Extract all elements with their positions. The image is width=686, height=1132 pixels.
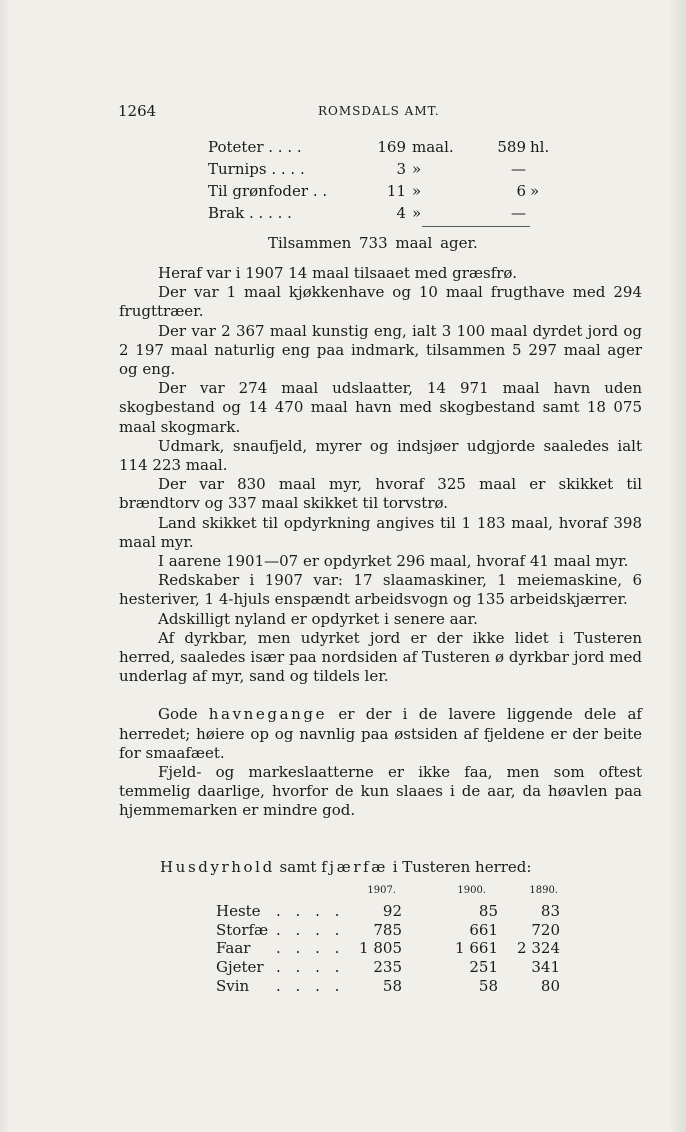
body-text (119, 264, 642, 821)
count-1900: 85 (478, 902, 498, 920)
count-1890: 2 324 (517, 939, 560, 957)
year-header: 1900. (457, 885, 486, 896)
livestock-row (216, 902, 576, 922)
crop-row (208, 160, 568, 182)
crop-harvest-unit: » (530, 182, 540, 200)
meadow-paragraph: Fjeld- og markeslaatterne er ikke faa, men som oftest temmelig daarlige, hvorfor de kun slaaes i de aar, da høavlen paa hjemmemarken er mindre god. (119, 763, 642, 820)
pasture-prefix: Gode (158, 705, 209, 724)
crop-harvest: — (511, 204, 526, 222)
crop-area: 169 (377, 138, 406, 156)
crop-harvest-unit: hl. (530, 138, 550, 156)
livestock-title-word2: samt (274, 858, 322, 876)
crop-harvest: — (511, 160, 526, 178)
paragraph: Heraf var i 1907 14 maal tilsaaet med græsfrø. (158, 264, 517, 282)
count-1900: 251 (469, 958, 498, 976)
paragraph: Redskaber i 1907 var: 17 slaamaskiner, 1 meiemaskine, 6 hesteriver, 1 4-hjuls enspændt arbeidsvogn og 135 arbeidskjærrer. (119, 571, 642, 609)
paragraph: Udmark, snaufjeld, myrer og indsjøer udgjorde saaledes ialt 114 223 maal. (119, 436, 642, 475)
livestock-title-word3: fjærfæ (321, 858, 388, 876)
animal-name: Gjeter (216, 958, 264, 976)
crop-name: Turnips . . . . (208, 160, 305, 178)
crop-name: Brak . . . . . (208, 204, 292, 222)
count-1900: 58 (478, 977, 498, 995)
leader-dots: . . . . (276, 958, 345, 976)
crop-unit: » (412, 204, 422, 222)
animal-name: Storfæ (216, 921, 269, 939)
pasture-rest: er der i de lavere liggende dele af herredet; høiere op og navnlig paa østsiden af fjeldene er der beite for smaafæet. (119, 705, 642, 762)
paragraph: Der var 830 maal myr, hvoraf 325 maal er skikket til brændtorv og 337 maal skikket til torvstrø. (119, 475, 642, 513)
livestock-row (216, 958, 576, 978)
leader-dots: . . . . (276, 939, 345, 957)
crop-unit: maal. (412, 138, 454, 156)
page-edge-shadow (668, 0, 686, 1132)
animal-name: Heste (216, 902, 261, 920)
count-1890: 720 (531, 921, 560, 939)
leader-dots: . . . . (276, 902, 345, 920)
year-header: 1907. (367, 885, 396, 896)
running-head: ROMSDALS AMT. (318, 104, 440, 118)
livestock-row (216, 939, 576, 959)
crop-row (208, 204, 568, 226)
paragraph: Der var 2 367 maal kunstig eng, ialt 3 100 maal dyrdet jord og 2 197 maal naturlig eng paa indmark, tilsammen 5 297 maal ager og eng. (119, 321, 642, 379)
livestock-row (216, 921, 576, 941)
crop-unit: » (412, 182, 422, 200)
leader-dots: . . . . (276, 921, 345, 939)
count-1907: 235 (373, 958, 402, 976)
count-1900: 661 (469, 921, 498, 939)
count-1907: 58 (382, 977, 402, 995)
sum-rule (422, 226, 530, 227)
count-1907: 785 (373, 921, 402, 939)
animal-name: Svin (216, 977, 250, 995)
crop-area: 3 (396, 160, 406, 178)
crop-name: Til grønfoder . . (208, 182, 328, 200)
livestock-row (216, 977, 576, 997)
pasture-keyword: havnegange (208, 705, 328, 724)
page-number: 1264 (118, 102, 157, 120)
count-1890: 341 (531, 958, 560, 976)
paragraph: Land skikket til opdyrkning angives til 1 183 maal, hvoraf 398 maal myr. (119, 513, 642, 551)
count-1907: 92 (382, 902, 402, 920)
crop-total: Tilsammen 733 maal ager. (268, 234, 478, 252)
crop-area: 11 (386, 182, 406, 200)
crop-area: 4 (396, 204, 406, 222)
crop-name: Poteter . . . . (208, 138, 302, 156)
paragraph: Adskilligt nyland er opdyrket i senere aar. (158, 609, 478, 628)
count-1890: 83 (540, 902, 560, 920)
count-1900: 1 661 (455, 939, 498, 957)
paragraph: I aarene 1901—07 er opdyrket 296 maal, hvoraf 41 maal myr. (158, 552, 629, 571)
livestock-title (160, 858, 531, 876)
leader-dots: . . . . (276, 977, 345, 995)
count-1907: 1 805 (359, 939, 402, 957)
page-gutter-shadow (0, 0, 10, 1132)
livestock-title-word1: Husdyrhold (160, 858, 275, 876)
pasture-paragraph (119, 705, 642, 763)
year-header: 1890. (529, 885, 558, 896)
crop-row (208, 182, 568, 204)
crop-harvest: 6 (516, 182, 526, 200)
paragraph: Der var 274 maal udslaatter, 14 971 maal havn uden skogbestand og 14 470 maal havn med skogbestand samt 18 075 maal skogmark. (119, 379, 642, 436)
animal-name: Faar (216, 939, 251, 957)
paragraph: Af dyrkbar, men udyrket jord er der ikke lidet i Tusteren herred, saaledes især paa nordsiden af Tusteren ø dyrkbar jord med underlag af myr, sand og tildels ler. (119, 628, 642, 686)
crop-table (208, 138, 568, 226)
paragraph: Der var 1 maal kjøkkenhave og 10 maal frugthave med 294 frugttræer. (119, 283, 642, 321)
crop-unit: » (412, 160, 422, 178)
crop-harvest: 589 (497, 138, 526, 156)
livestock-title-word4: i Tusteren herred: (387, 858, 532, 876)
count-1890: 80 (540, 977, 560, 995)
crop-row (208, 138, 568, 160)
